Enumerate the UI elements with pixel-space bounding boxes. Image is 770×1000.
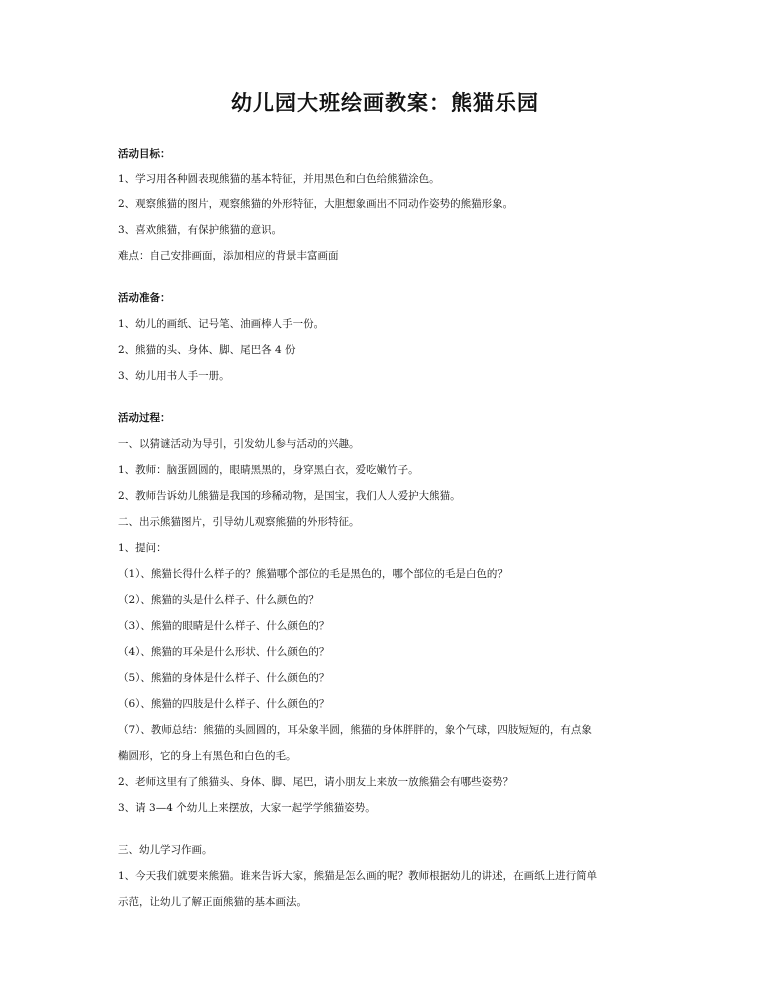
- section-heading-goals: 活动目标：: [118, 148, 171, 160]
- goal-item: 1、学习用各种圆表现熊猫的基本特征，并用黑色和白色给熊猫涂色。: [118, 173, 440, 185]
- question-item: （4）、熊猫的耳朵是什么形状、什么颜色的？: [118, 646, 330, 658]
- section-heading-process: 活动过程：: [118, 412, 171, 424]
- question-item: （5）、熊猫的身体是什么样子、什么颜色的？: [118, 672, 330, 684]
- drawing-item: 1、今天我们就要来熊猫。谁来告诉大家，熊猫是怎么画的呢？教师根据幼儿的讲述，在画纸上进行简单: [118, 870, 598, 882]
- goal-item: 3、喜欢熊猫，有保护熊猫的意识。: [118, 224, 283, 236]
- process-item: 二、出示熊猫图片，引导幼儿观察熊猫的外形特征。: [118, 516, 360, 528]
- prep-item: 3、幼儿用书人手一册。: [118, 370, 230, 382]
- drawing-heading: 三、幼儿学习作画。: [118, 844, 213, 856]
- question-item: （2）、熊猫的头是什么样子、什么颜色的？: [118, 594, 319, 606]
- process-item: 一、以猜谜活动为导引，引发幼儿参与活动的兴趣。: [118, 438, 360, 450]
- section-heading-prep: 活动准备：: [118, 292, 171, 304]
- process-item: 1、教师：脑蛋圆圆的，眼睛黑黑的，身穿黑白衣，爱吃嫩竹子。: [118, 464, 419, 476]
- process-item: 2、老师这里有了熊猫头、身体、脚、尾巴，请小朋友上来放一放熊猫会有哪些姿势？: [118, 776, 514, 788]
- drawing-item-continued: 示范，让幼儿了解正面熊猫的基本画法。: [118, 896, 307, 908]
- question-item: （6）、熊猫的四肢是什么样子、什么颜色的？: [118, 698, 330, 710]
- prep-item: 2、熊猫的头、身体、脚、尾巴各 4 份: [118, 344, 296, 356]
- prep-item: 1、幼儿的画纸、记号笔、油画棒人手一份。: [118, 318, 325, 330]
- document-title: 幼儿园大班绘画教案：熊猫乐园: [231, 90, 539, 115]
- summary-item-continued: 椭圆形，它的身上有黑色和白色的毛。: [118, 750, 297, 762]
- process-item: 1、提问：: [118, 542, 167, 554]
- goal-item: 2、观察熊猫的图片，观察熊猫的外形特征，大胆想象画出不同动作姿势的熊猫形象。: [118, 198, 514, 210]
- summary-item: （7）、教师总结：熊猫的头圆圆的，耳朵象半圆，熊猫的身体胖胖的，象个气球，四肢短短的，有点象: [118, 724, 592, 736]
- question-item: （3）、熊猫的眼睛是什么样子、什么颜色的？: [118, 620, 330, 632]
- process-item: 2、教师告诉幼儿熊猫是我国的珍稀动物，是国宝，我们人人爱护大熊猫。: [118, 490, 461, 502]
- question-item: （1）、熊猫长得什么样子的？熊猫哪个部位的毛是黑色的，哪个部位的毛是白色的？: [118, 568, 508, 580]
- difficulty-note: 难点：自己安排画面，添加相应的背景丰富画面: [118, 250, 339, 262]
- process-item: 3、请 3—4 个幼儿上来摆放，大家一起学学熊猫姿势。: [118, 802, 376, 814]
